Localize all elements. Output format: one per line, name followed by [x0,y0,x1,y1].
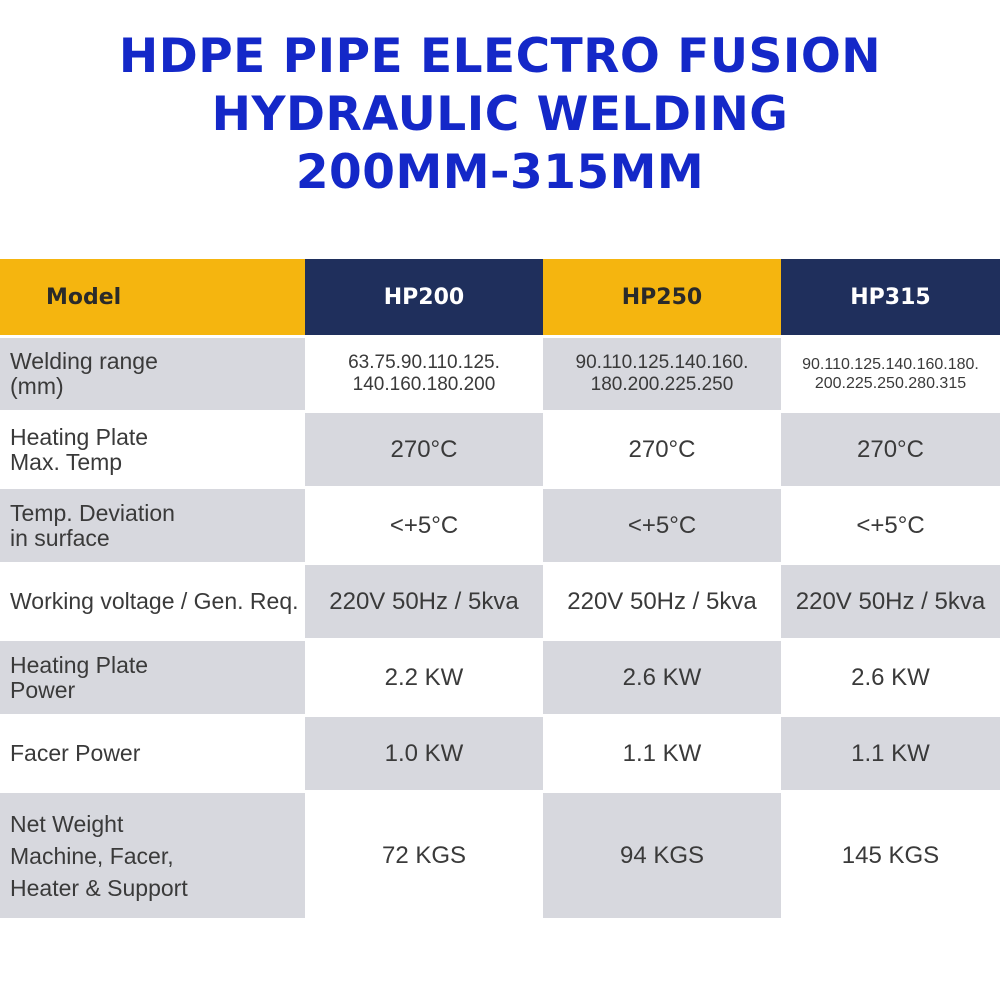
table-cell: 270°C [305,413,543,486]
table-cell: <+5°C [305,489,543,562]
table-row [0,790,1000,918]
table-cell: 1.0 KW [305,717,543,790]
table-row [0,410,1000,486]
table-header-row [0,259,1000,335]
row-label: Working voltage / Gen. Req. [0,565,305,638]
page-title [0,28,1000,202]
title-line-1: HDPE PIPE ELECTRO FUSION [118,29,882,84]
row-label: Net Weight Machine, Facer, Heater & Support [0,793,305,918]
table-row [0,335,1000,410]
table-cell: 220V 50Hz / 5kva [543,565,781,638]
table-cell: 220V 50Hz / 5kva [305,565,543,638]
table-cell: 90.110.125.140.160. 180.200.225.250 [543,338,781,410]
title-line-3: 200MM-315MM [295,145,705,200]
table-cell: <+5°C [781,489,1000,562]
table-cell: 270°C [781,413,1000,486]
header-model: Model [0,259,305,335]
table-cell: 63.75.90.110.125. 140.160.180.200 [305,338,543,410]
header-hp315: HP315 [781,259,1000,335]
row-label: Temp. Deviation in surface [0,489,305,562]
table-row [0,714,1000,790]
table-cell: 1.1 KW [781,717,1000,790]
table-cell: 72 KGS [305,793,543,918]
table-cell: 94 KGS [543,793,781,918]
header-hp250: HP250 [543,259,781,335]
table-cell: 1.1 KW [543,717,781,790]
header-hp200: HP200 [305,259,543,335]
table-row [0,638,1000,714]
spec-table [0,259,1000,918]
table-cell: 2.6 KW [781,641,1000,714]
row-label: Heating Plate Power [0,641,305,714]
table-row [0,486,1000,562]
table-cell: 145 KGS [781,793,1000,918]
row-label: Facer Power [0,717,305,790]
table-cell: 90.110.125.140.160.180. 200.225.250.280.315 [781,338,1000,410]
table-cell: 220V 50Hz / 5kva [781,565,1000,638]
table-row [0,562,1000,638]
table-cell: <+5°C [543,489,781,562]
table-cell: 2.6 KW [543,641,781,714]
title-line-2: HYDRAULIC WELDING [211,87,789,142]
row-label: Welding range (mm) [0,338,305,410]
table-cell: 2.2 KW [305,641,543,714]
row-label: Heating Plate Max. Temp [0,413,305,486]
table-cell: 270°C [543,413,781,486]
